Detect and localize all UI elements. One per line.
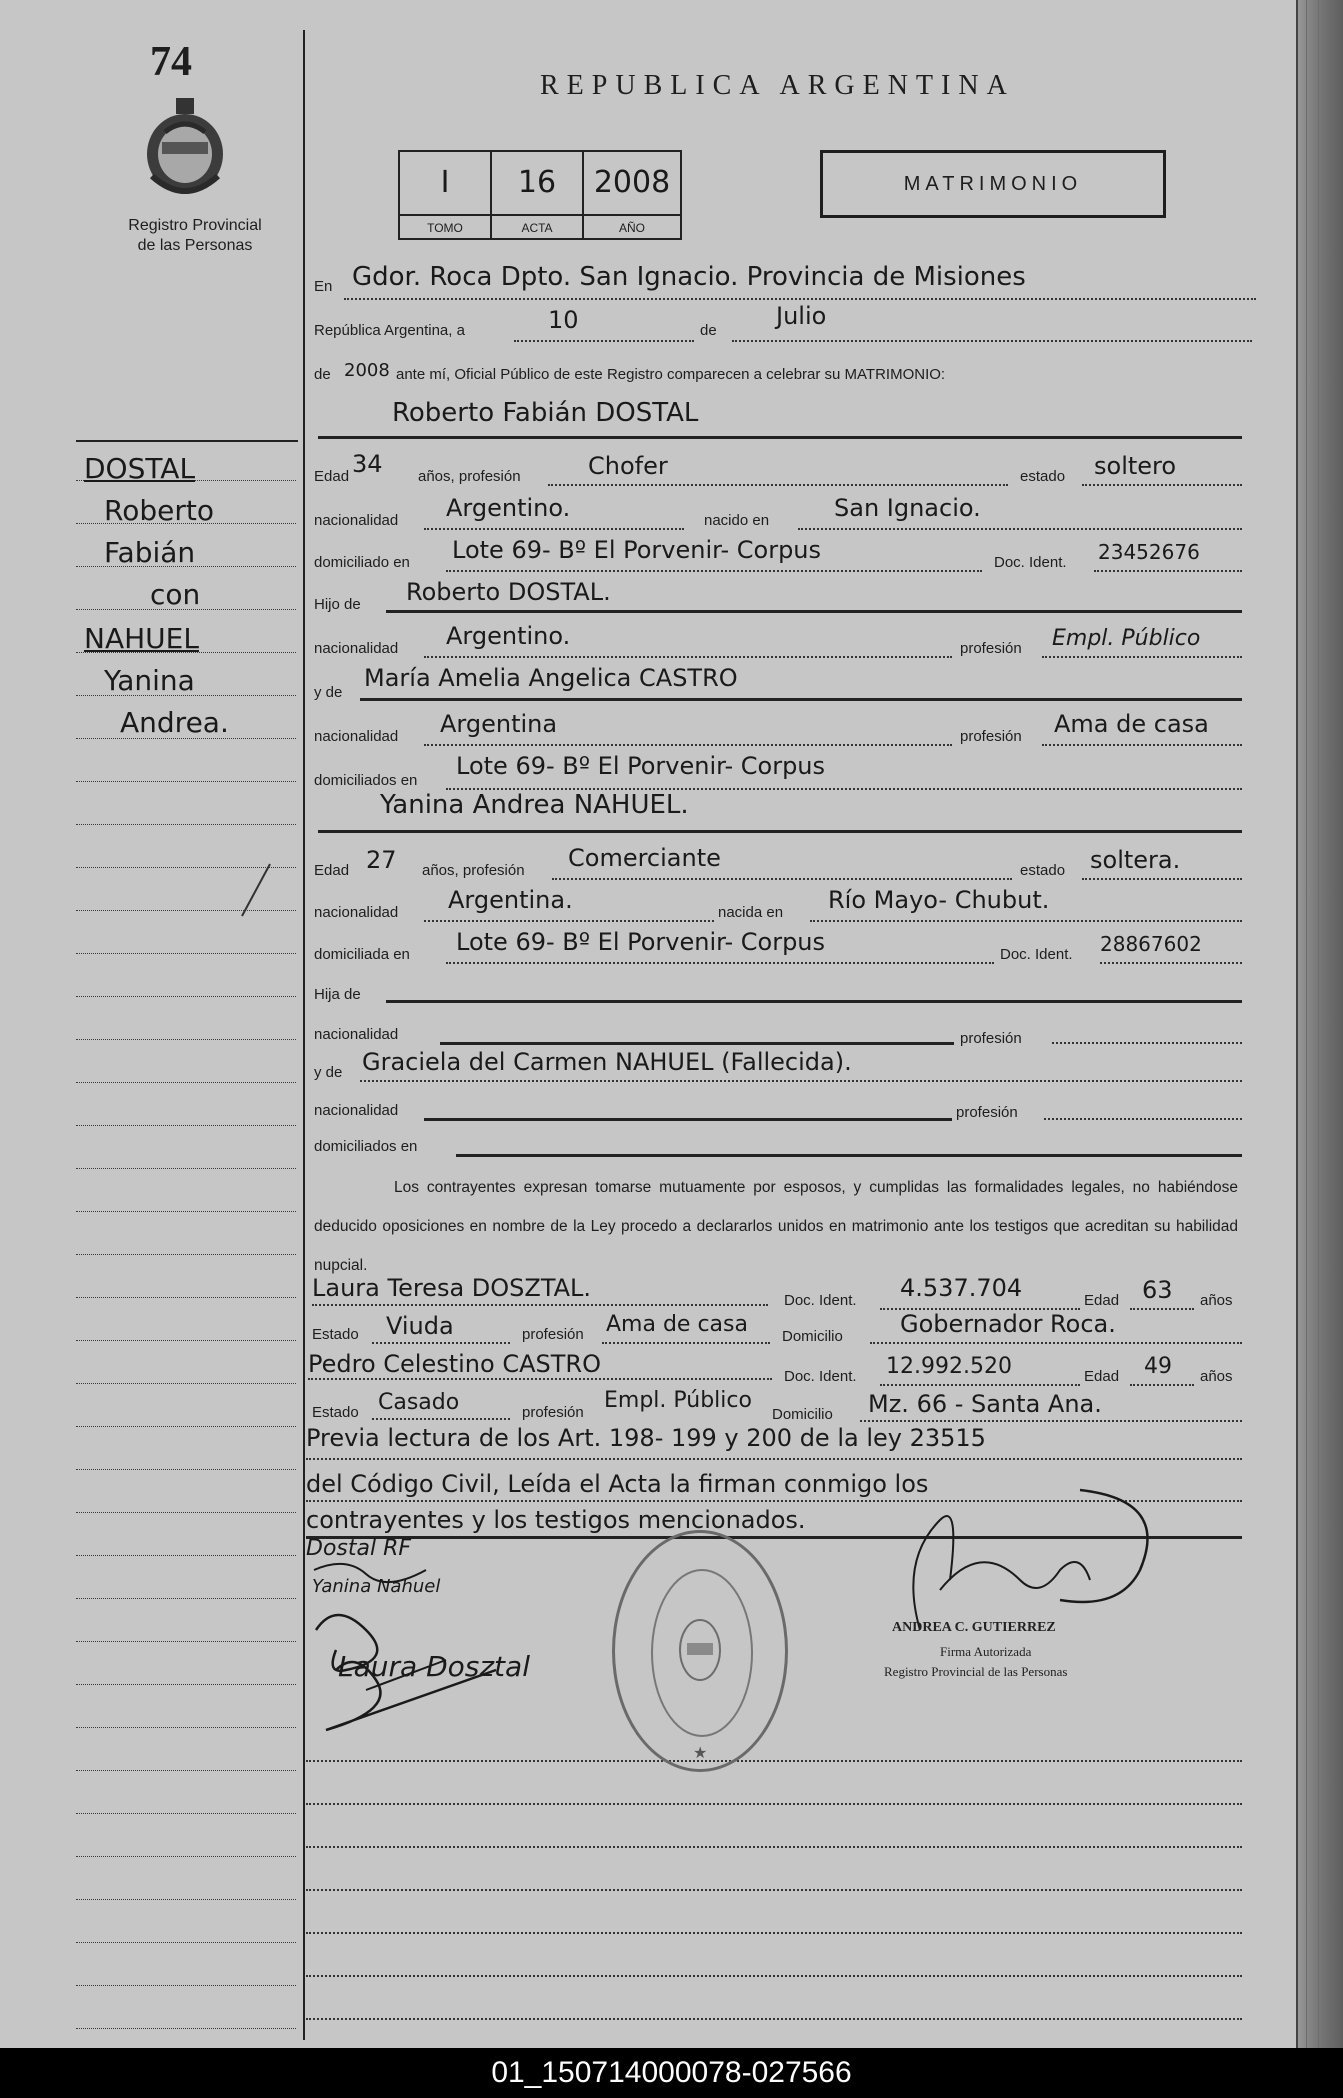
acta-label: ACTA [492,214,584,240]
witness2-dom-label: Domicilio [772,1406,833,1423]
bride-doc-line [1100,962,1242,964]
registry-label-line1: Registro Provincial [128,217,262,234]
bride-doc-number: 28867602 [1100,932,1202,956]
acta-value: 16 [492,152,584,214]
bride-mother-nat-label: nacionalidad [314,1102,399,1119]
groom-mother-nationality: Argentina [440,710,558,738]
scan-footer-id: 01_150714000078-027566 [0,2048,1343,2098]
witness1-dom-label: Domicilio [782,1328,843,1345]
margin-top-rule [76,440,298,442]
seal-emblem-icon [677,1615,723,1685]
witness1-prof-label: profesión [522,1326,584,1343]
groom-profession-label: años, profesión [418,468,521,485]
margin-note-name-3: Yanina [104,664,195,697]
margin-rule [76,1512,296,1513]
margin-rule [76,2028,296,2029]
groom-mother: María Amelia Angelica CASTRO [364,664,738,692]
signature-witness: Laura Dosztal [338,1650,530,1683]
bride-doc-label: Doc. Ident. [1000,946,1073,963]
witness2-anos-label: años [1200,1368,1233,1385]
margin-rule [76,1211,296,1212]
bride-address-line [446,962,994,964]
witness2-estado-line [372,1418,510,1420]
en-label: En [314,278,333,295]
column-divider [303,30,305,2040]
groom-profession: Chofer [588,452,668,480]
body-rule [306,1889,1242,1891]
bride-father-nat-rule [440,1042,954,1045]
groom-mother-rule [360,698,1242,701]
official-signature [880,1480,1180,1640]
groom-father-nat-line [424,656,952,658]
margin-rule [76,953,296,954]
margin-rule [76,824,296,825]
groom-parents-address: Lote 69- Bº El Porvenir- Corpus [456,752,826,780]
groom-mother-nat-line [424,744,952,746]
groom-father-nationality: Argentino. [446,622,571,650]
groom-mother-prof-label: profesión [960,728,1022,745]
bride-name: Yanina Andrea NAHUEL. [380,790,689,820]
witness1-address-line [870,1342,1242,1344]
bride-father-rule [386,1000,1242,1003]
page-edge-line-2 [1306,0,1307,2048]
book-page-edge [1296,0,1343,2048]
closing-line-3: contrayentes y los testigos mencionados. [306,1506,806,1534]
witness2-address: Mz. 66 - Santa Ana. [868,1390,1102,1418]
margin-rule [76,1641,296,1642]
day-line [514,340,694,342]
margin-rule [76,1297,296,1298]
groom-nacido-label: nacido en [704,512,770,529]
register-box [398,150,682,240]
groom-parents-dom-label: domiciliados en [314,772,418,789]
margin-rule [76,1727,296,1728]
groom-father-prof-label: profesión [960,640,1022,657]
groom-profession-line [548,484,1008,486]
bride-age: 27 [366,846,397,874]
appearance-text: ante mí, Oficial Público de este Registro comparecen a celebrar su MATRIMONIO: [396,366,946,383]
signature-scribbles [306,1560,606,1740]
tomo-label: TOMO [400,214,492,240]
groom-father-prof-line [1042,656,1242,658]
bride-birthplace: Río Mayo- Chubut. [828,886,1050,914]
month-value: Julio [776,302,827,330]
page-title: REPUBLICA ARGENTINA [540,70,1015,101]
registry-label [100,216,290,256]
groom-birthplace: San Ignacio. [834,494,981,522]
witness1-estado-line [372,1342,510,1344]
witness1-name-line [312,1304,768,1306]
margin-rule [76,1469,296,1470]
groom-mother-prof-line [1042,744,1242,746]
witness1-age: 63 [1142,1276,1173,1304]
bride-nat-label: nacionalidad [314,904,399,921]
bride-dom-label: domiciliada en [314,946,410,963]
groom-hijo-label: Hijo de [314,596,361,613]
margin-rule [76,1985,296,1986]
witness2-address-line [860,1420,1242,1422]
groom-address-line [446,570,982,572]
de-prefix: de [314,366,331,383]
bride-profession-line [552,878,1012,880]
body-rule [306,1803,1242,1805]
witness1-name: Laura Teresa DOSZTAL. [312,1274,592,1302]
groom-doc-line [1094,570,1242,572]
witness2-profession: Empl. Público [604,1388,752,1413]
declaration-text: Los contrayentes expresan tomarse mutuamente por esposos, y cumplidas las formalidades legales, no habiéndose deducido oposiciones en nombre de la Ley procedo a declararlos unidos en matrimonio ante los testigos que acreditan su habilidad nupcial. [314,1179,1238,1274]
witness1-doc-number: 4.537.704 [900,1274,1023,1302]
bride-nat-line [424,920,714,922]
bride-mother: Graciela del Carmen NAHUEL (Fallecida). [362,1048,852,1076]
groom-father-rule [386,610,1242,613]
margin-rule [76,1555,296,1556]
groom-edad-label: Edad [314,468,350,485]
witness2-name: Pedro Celestino CASTRO [308,1350,601,1378]
seal-star-icon: ★ [693,1745,708,1762]
groom-estado-label: estado [1020,468,1066,485]
margin-rule [76,1813,296,1814]
registry-label-line2: de las Personas [137,237,253,254]
groom-name: Roberto Fabián DOSTAL [392,398,699,428]
margin-rule [76,781,296,782]
groom-yde-label: y de [314,684,343,701]
witness1-doc-label: Doc. Ident. [784,1292,857,1309]
margin-rule [76,996,296,997]
margin-rule [76,1082,296,1083]
witness2-age: 49 [1144,1354,1172,1379]
margin-rule [76,1598,296,1599]
bride-mother-nat-rule [424,1118,952,1121]
bride-mother-line [360,1080,1242,1082]
ano-value: 2008 [593,165,671,200]
witness2-doc-label: Doc. Ident. [784,1368,857,1385]
witness1-edad-label: Edad [1084,1292,1120,1309]
witness2-estado-label: Estado [312,1404,359,1421]
body-rule [306,2018,1242,2020]
groom-civil-status: soltero [1094,452,1177,480]
margin-tick-mark [236,860,276,920]
body-rule [306,1932,1242,1934]
day-value: 10 [548,306,579,334]
groom-father-nat-label: nacionalidad [314,640,399,657]
margin-note-con: con [150,578,201,611]
bride-father-prof-line [1052,1042,1242,1044]
groom-nationality: Argentino. [446,494,571,522]
body-rule [306,1975,1242,1977]
margin-note-name-4: Andrea. [120,706,229,739]
groom-birthplace-line [798,528,1242,530]
bride-profession: Comerciante [568,844,721,872]
witness1-prof-line [602,1342,770,1344]
bride-parents-dom-label: domiciliados en [314,1138,418,1155]
month-line [732,340,1252,342]
page-number: 74 [150,39,192,85]
ano-label: AÑO [584,214,680,240]
margin-rule [76,1383,296,1384]
margin-note-name-2: Fabián [104,536,196,569]
groom-doc-label: Doc. Ident. [994,554,1067,571]
bride-civil-status: soltera. [1090,846,1181,874]
bride-nationality: Argentina. [448,886,573,914]
groom-mother-profession: Ama de casa [1054,710,1209,738]
official-title: Firma Autorizada [940,1644,1032,1659]
bride-edad-label: Edad [314,862,350,879]
witness1-edad-line [1130,1308,1194,1310]
groom-age: 34 [352,450,383,478]
signature-groom: Dostal RF [306,1536,412,1561]
bride-yde-label: y de [314,1064,343,1081]
bride-father-nat-label: nacionalidad [314,1026,399,1043]
bride-parents-rule [456,1154,1242,1157]
groom-father: Roberto DOSTAL. [406,578,611,606]
witness2-civil-status: Casado [378,1390,460,1415]
document-type-box: MATRIMONIO [820,150,1166,218]
bride-profession-label: años, profesión [422,862,525,879]
page-edge-line-1 [1296,0,1298,2048]
bride-estado-line [1082,878,1242,880]
witness2-doc-line [880,1384,1080,1386]
official-seal [612,1530,788,1772]
place-line [344,298,1256,300]
witness2-prof-label: profesión [522,1404,584,1421]
bride-nacida-label: nacida en [718,904,784,921]
groom-mother-nat-label: nacionalidad [314,728,399,745]
bride-mother-prof-label: profesión [956,1104,1018,1121]
bride-hija-label: Hija de [314,986,361,1003]
margin-note-name-1: Roberto [104,494,214,527]
page-edge-line-3 [1318,0,1319,2048]
official-name: ANDREA C. GUTIERREZ [892,1620,1056,1635]
witness2-name-line [308,1378,772,1380]
closing-line-1: Previa lectura de los Art. 198- 199 y 200 de la ley 23515 [306,1424,986,1452]
groom-nat-line [424,528,684,530]
witness1-civil-status: Viuda [386,1312,454,1340]
groom-doc-number: 23452676 [1098,540,1200,564]
body-rule [306,1760,1242,1762]
body-rule [306,1846,1242,1848]
margin-rule [76,1125,296,1126]
bride-birthplace-line [810,920,1242,922]
margin-rule [76,1942,296,1943]
witness2-edad-line [1130,1384,1194,1386]
groom-nat-label: nacionalidad [314,512,399,529]
witness1-address: Gobernador Roca. [900,1310,1116,1338]
official-office: Registro Provincial de las Personas [884,1664,1068,1679]
margin-rule [76,1770,296,1771]
groom-dom-label: domiciliado en [314,554,410,571]
closing-line-1-rule [306,1458,1242,1460]
witness1-profession: Ama de casa [606,1312,748,1337]
signature-bride: Yanina Nahuel [312,1576,441,1597]
bride-name-rule [318,830,1242,833]
bride-mother-prof-line [1044,1118,1242,1120]
closing-line-2: del Código Civil, Leída el Acta la firman conmigo los [306,1470,929,1498]
margin-rule [76,1426,296,1427]
witness1-anos-label: años [1200,1292,1233,1309]
groom-address: Lote 69- Bº El Porvenir- Corpus [452,536,822,564]
margin-note-surname-2: NAHUEL [84,622,199,655]
groom-estado-line [1082,484,1242,486]
bride-address: Lote 69- Bº El Porvenir- Corpus [456,928,826,956]
coat-of-arms-icon [140,96,230,200]
witness2-edad-label: Edad [1084,1368,1120,1385]
margin-rule [76,1856,296,1857]
witness2-doc-number: 12.992.520 [886,1354,1012,1379]
margin-rule [76,1684,296,1685]
margin-rule [76,1168,296,1169]
groom-father-profession: Empl. Público [1052,626,1201,651]
witness1-estado-label: Estado [312,1326,359,1343]
tomo-value: I [400,152,492,214]
year-value: 2008 [344,360,390,381]
de-label: de [700,322,717,339]
bride-father-prof-label: profesión [960,1030,1022,1047]
margin-note-surname-1: DOSTAL [84,452,196,485]
bride-estado-label: estado [1020,862,1066,879]
margin-rule [76,1254,296,1255]
margin-rule [76,1039,296,1040]
republica-label: República Argentina, a [314,322,465,339]
groom-name-rule [318,436,1242,439]
place-value: Gdor. Roca Dpto. San Ignacio. Provincia de Misiones [352,262,1026,292]
margin-rule [76,1899,296,1900]
margin-rule [76,1340,296,1341]
